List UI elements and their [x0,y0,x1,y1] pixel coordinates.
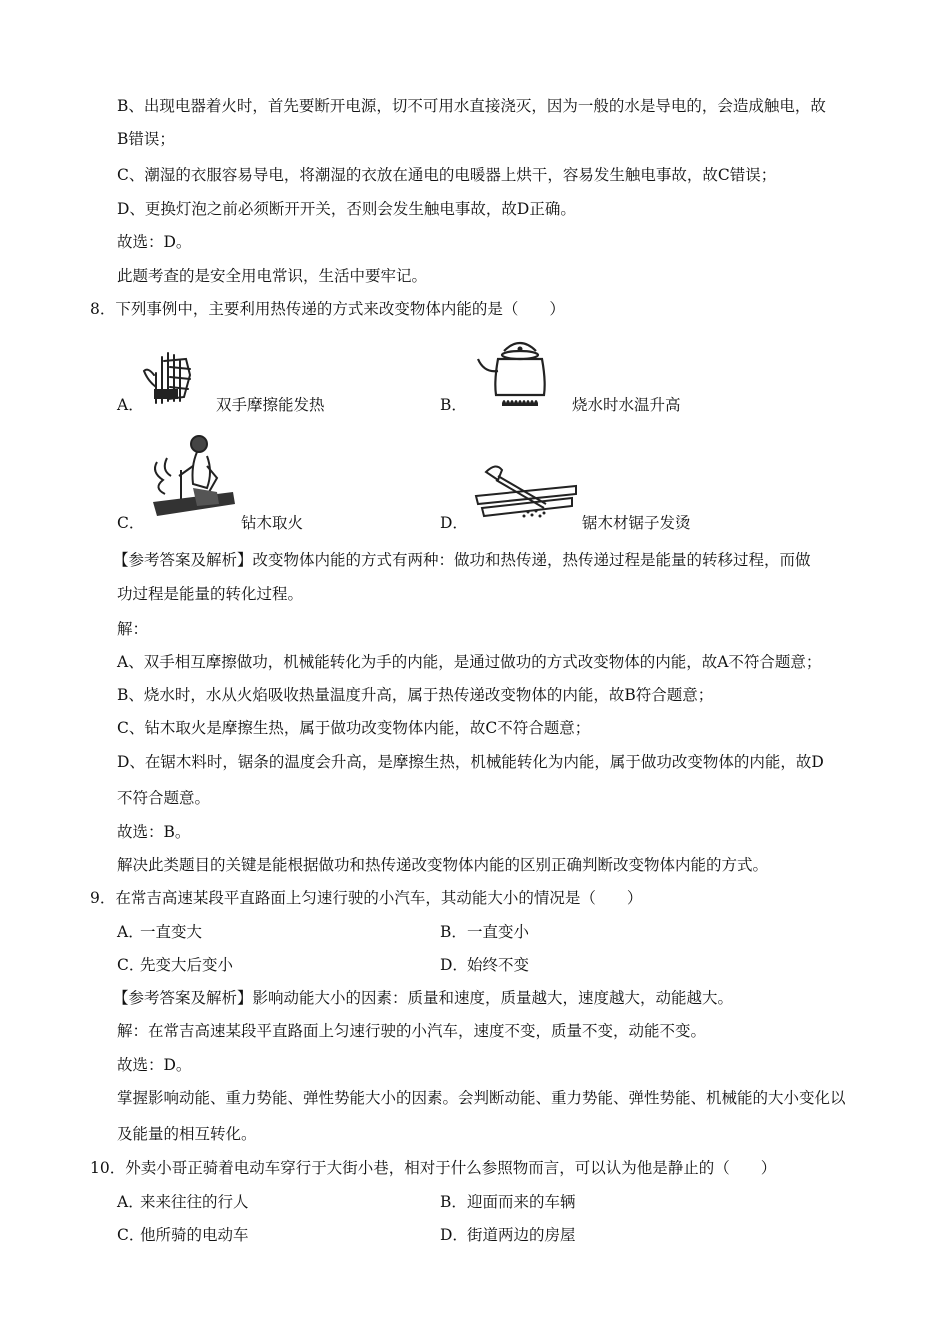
q8-option-a-explain: A、双手相互摩擦做功，机械能转化为手的内能，是通过做功的方式改变物体的内能，故A不符合题意； [117,653,822,671]
q9-note-line2: 及能量的相互转化。 [117,1125,257,1143]
saw-wood-icon [472,460,578,520]
q8-option-b-letter: B． [440,396,467,414]
q9-explain: 【参考答案及解析】影响动能大小的因素：质量和速度，质量越大，速度越大，动能越大。 [113,989,734,1007]
q9-option-c-text: 先变大后变小 [140,956,234,974]
q9-option-b-letter: B． [440,923,467,941]
q10-option-b-letter: B． [440,1193,467,1211]
q8-solve-label: 解： [117,620,149,638]
q8-option-d-explain-line2: 不符合题意。 [117,789,211,807]
q8-answer: 故选：B。 [117,823,191,841]
q8-note: 解决此类题目的关键是能根据做功和热传递改变物体内能的区别正确判断改变物体内能的方式。 [117,856,769,874]
q7-option-c-explain: C、潮湿的衣服容易导电，将潮湿的衣放在通电的电暖器上烘干，容易发生触电事故，故C错误； [117,166,777,184]
q9-option-a-letter: A． [117,923,144,941]
hands-rubbing-icon [140,345,200,407]
q7-option-b-explain-line1: B、出现电器着火时，首先要断开电源，切不可用水直接浇灭，因为一般的水是导电的，会造成触电，故 [117,97,826,115]
q10-option-a-text: 来来往往的行人 [140,1193,249,1211]
q9-option-c-letter: C． [117,956,145,974]
q9-answer: 故选：D。 [117,1056,192,1074]
q10-option-d-letter: D． [440,1226,468,1244]
q8-option-d-explain-line1: D、在锯木料时，锯条的温度会升高，是摩擦生热，机械能转化为内能，属于做功改变物体的内能，故D [117,753,824,771]
kettle-icon [474,337,564,409]
q9-solve: 解：在常吉高速某段平直路面上匀速行驶的小汽车，速度不变，质量不变，动能不变。 [117,1022,707,1040]
q8-explain-line2: 功过程是能量的转化过程。 [117,585,304,603]
q7-answer: 故选：D。 [117,233,192,251]
q10-option-d-text: 街道两边的房屋 [467,1226,576,1244]
q9-option-d-text: 始终不变 [467,956,530,974]
q9-option-d-letter: D． [440,956,468,974]
q8-stem: 8．下列事例中，主要利用热传递的方式来改变物体内能的是（ ） [90,300,565,318]
q10-option-c-text: 他所骑的电动车 [140,1226,249,1244]
q9-option-a-text: 一直变大 [140,923,203,941]
q8-option-d-letter: D． [440,514,468,532]
q8-option-c-explain: C、钻木取火是摩擦生热，属于做功改变物体内能，故C不符合题意； [117,719,591,737]
q8-option-b-text: 烧水时水温升高 [572,396,681,414]
q8-option-c-text: 钻木取火 [241,514,304,532]
q10-stem: 10．外卖小哥正骑着电动车穿行于大街小巷，相对于什么参照物而言，可以认为他是静止的（ ） [90,1159,777,1177]
q10-option-c-letter: C． [117,1226,145,1244]
q8-option-d-text: 锯木材锯子发烫 [582,514,691,532]
q9-option-b-text: 一直变小 [467,923,530,941]
q7-option-d-explain: D、更换灯泡之前必须断开开关，否则会发生触电事故，故D正确。 [117,200,576,218]
q7-option-b-explain-line2: B错误； [117,130,175,148]
q8-explain-line1: 【参考答案及解析】改变物体内能的方式有两种：做功和热传递，热传递过程是能量的转移过程，而做 [113,551,811,569]
q9-note-line1: 掌握影响动能、重力势能、弹性势能大小的因素。会判断动能、重力势能、弹性势能、机械能的大小变化以 [117,1089,846,1107]
q9-stem: 9．在常吉高速某段平直路面上匀速行驶的小汽车，其动能大小的情况是（ ） [90,889,643,907]
q8-option-c-letter: C． [117,514,145,532]
drilling-wood-fire-icon [143,432,238,522]
q10-option-a-letter: A． [117,1193,144,1211]
q10-option-b-text: 迎面而来的车辆 [467,1193,576,1211]
q8-option-b-explain: B、烧水时，水从火焰吸收热量温度升高，属于热传递改变物体的内能，故B符合题意； [117,686,714,704]
q8-option-a-text: 双手摩擦能发热 [216,396,325,414]
q8-option-a-letter: A． [117,396,144,414]
q7-note: 此题考查的是安全用电常识，生活中要牢记。 [117,267,428,285]
